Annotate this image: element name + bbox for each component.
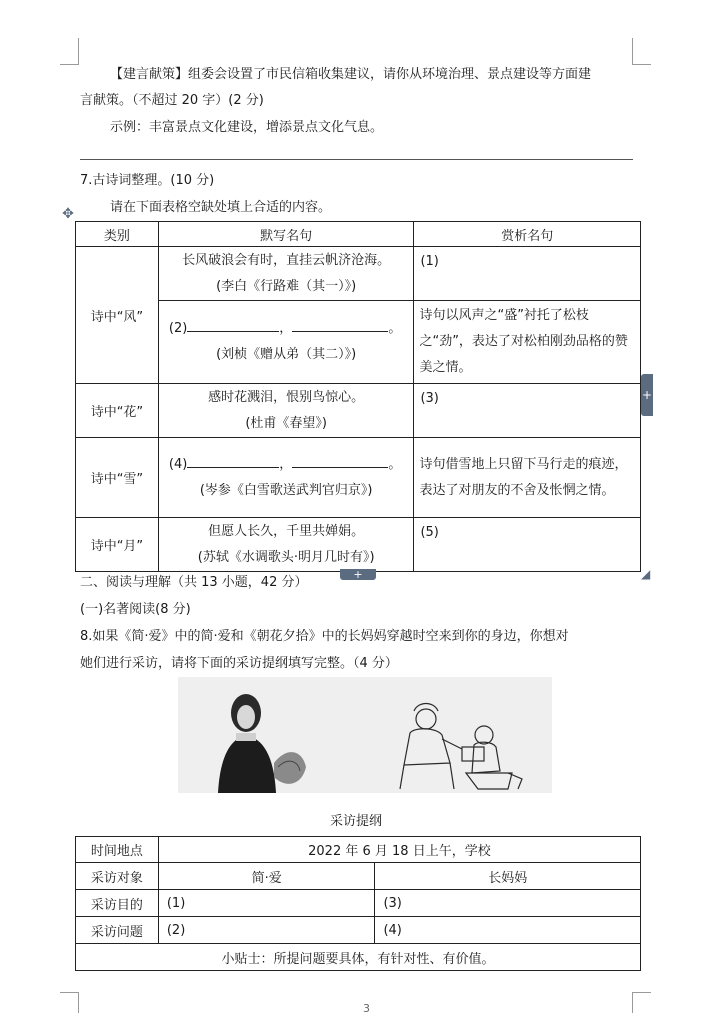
poem-source: (苏轼《水调歌头·明月几时有》) (197, 549, 375, 565)
answer-label: (1) (420, 254, 439, 269)
answer-cell-3[interactable] (375, 890, 641, 917)
row-label-time: 时间地点 (76, 837, 159, 863)
q7-instruction: 请在下面表格空缺处填上合适的内容。 (110, 200, 332, 215)
answer-blank[interactable] (292, 317, 388, 332)
poem-source: (刘桢《赠从弟（其二）》) (216, 347, 357, 362)
tip-cell: 小贴士：所提问题要具体，有针对性、有价值。 (76, 944, 641, 971)
recite-cell (158, 518, 414, 572)
poem-source: (岑参《白雪歌送武判官归京》) (199, 482, 373, 498)
row-label-question: 采访问题 (76, 917, 159, 944)
poetry-table (75, 221, 641, 572)
illustration-image (178, 677, 552, 793)
answer-label: (3) (420, 391, 439, 406)
answer-blank[interactable] (187, 453, 279, 468)
answer-cell-2[interactable] (158, 917, 375, 944)
interview-table-title: 采访提纲 (330, 814, 383, 829)
comma: ， (279, 456, 293, 472)
target-chang-mama: 长妈妈 (375, 863, 641, 890)
period: 。 (388, 321, 402, 336)
analysis-text: 诗句借雪地上只留下马行走的痕迹，表达了对朋友的不舍及怅惘之情。 (414, 438, 641, 518)
header-category: 类别 (76, 222, 159, 247)
recite-blank-cell (158, 301, 414, 384)
answer-label: (1) (166, 895, 186, 911)
comma: ， (279, 321, 293, 336)
analysis-answer-5[interactable] (414, 518, 641, 572)
add-row-button[interactable] (340, 569, 376, 580)
blank-line[interactable] (159, 452, 414, 478)
row-label-purpose: 采访目的 (76, 890, 159, 917)
answer-label: (4) (383, 922, 402, 938)
target-jane-eyre: 简·爱 (158, 863, 375, 890)
q6-example: 示例：丰富景点文化建设，增添景点文化气息。 (110, 120, 384, 135)
section2-title: 二、阅读与理解（共 13 小题，42 分） (80, 575, 308, 590)
table-resize-handle[interactable] (641, 568, 653, 580)
row-label-target: 采访对象 (76, 863, 159, 890)
q8-line1: 8.如果《简·爱》中的简·爱和《朝花夕拾》中的长妈妈穿越时空来到你的身边，你想对 (80, 629, 569, 644)
add-column-button[interactable] (641, 374, 653, 416)
poem-line: 长风破浪会有时，直挂云帆济沧海。 (182, 252, 391, 268)
blank-line[interactable] (159, 316, 414, 342)
q7-title: 7.古诗词整理。(10 分) (80, 173, 215, 188)
answer-blank[interactable] (292, 453, 388, 468)
q6-paragraph-line1: 【建言献策】组委会设置了市民信箱收集建议，请你从环境治理、景点建设等方面建 (110, 67, 592, 82)
table-move-handle[interactable] (60, 206, 76, 222)
poem-line: 但愿人长久，千里共婵娟。 (208, 523, 365, 539)
q8-line2: 她们进行采访，请将下面的采访提纲填写完整。（4 分） (80, 656, 398, 671)
blank-label: (2) (168, 321, 188, 336)
period: 。 (388, 456, 402, 472)
answer-cell-4[interactable] (375, 917, 641, 944)
category-flower: 诗中“花” (76, 384, 159, 438)
answer-label: (2) (166, 922, 186, 938)
recite-cell (158, 384, 414, 438)
plus-icon: + (641, 388, 653, 402)
analysis-answer-3[interactable] (414, 384, 641, 438)
answer-cell-1[interactable] (158, 890, 375, 917)
answer-rule (80, 159, 633, 160)
crop-mark-bottom-right (632, 992, 651, 1013)
answer-label: (5) (420, 525, 439, 540)
time-value: 2022 年 6 月 18 日上午，学校 (158, 837, 640, 863)
analysis-text: 诗句以风声之“盛”衬托了松枝之“劲”，表达了对松柏刚劲品格的赞美之情。 (414, 301, 641, 384)
illustration-drawing (178, 677, 552, 793)
category-snow: 诗中“雪” (76, 438, 159, 518)
interview-outline-table (75, 836, 641, 971)
poem-source: (李白《行路难（其一）》) (216, 278, 357, 294)
recite-blank-cell (158, 438, 414, 518)
blank-label: (4) (168, 456, 188, 472)
answer-blank[interactable] (187, 317, 279, 332)
crop-mark-top-left (60, 38, 79, 65)
category-moon: 诗中“月” (76, 518, 159, 572)
page-number: 3 (363, 1002, 370, 1015)
poem-line: 感时花溅泪，恨别鸟惊心。 (208, 389, 365, 405)
header-analysis: 赏析名句 (414, 222, 641, 247)
category-wind: 诗中“风” (76, 247, 159, 384)
crop-mark-top-right (632, 38, 651, 65)
move-icon: ✥ (62, 206, 74, 222)
header-recite: 默写名句 (158, 222, 414, 247)
section2-subtitle: (一)名著阅读(8 分) (80, 602, 191, 617)
resize-icon: ◢ (641, 567, 651, 581)
crop-mark-bottom-left (60, 992, 79, 1013)
plus-icon: + (353, 568, 363, 581)
answer-label: (3) (383, 895, 402, 911)
q6-paragraph-line2: 言献策。（不超过 20 字）(2 分) (80, 93, 264, 108)
poem-source: (杜甫《春望》) (245, 415, 327, 431)
analysis-answer-1[interactable] (414, 247, 641, 301)
recite-cell (158, 247, 414, 301)
